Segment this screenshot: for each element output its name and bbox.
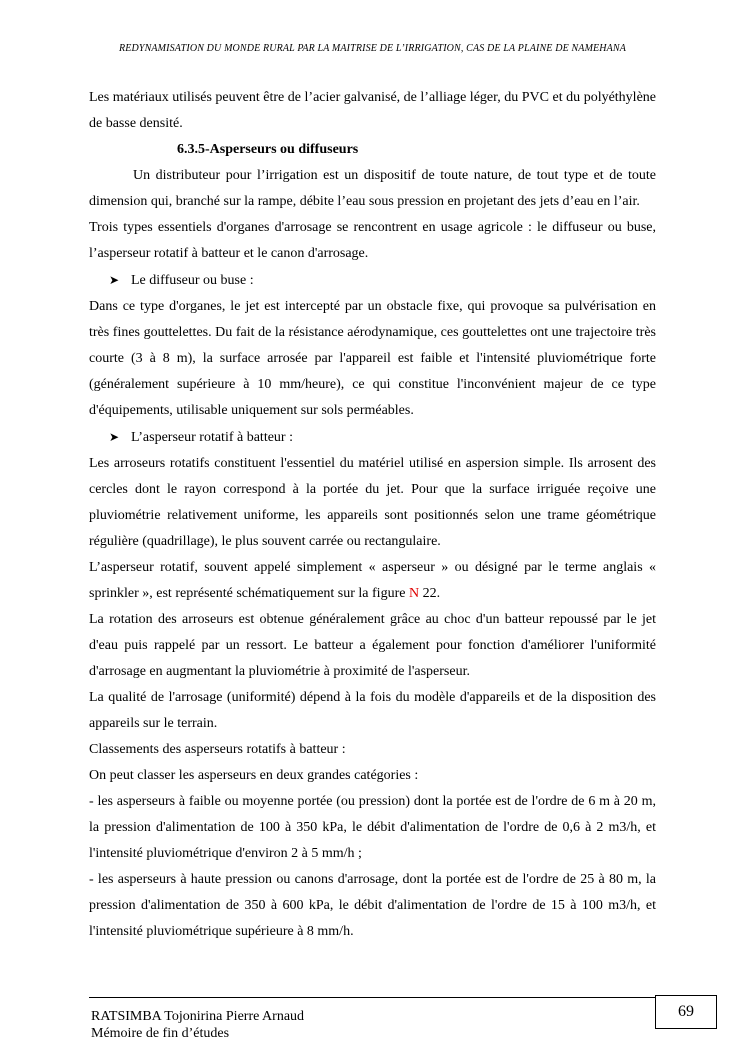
arrow-bullet-icon: ➤ [109,273,120,287]
bullet-rotary-sprinkler-label: L’asperseur rotatif à batteur : [131,430,293,445]
paragraph-classification-title: Classements des asperseurs rotatifs à batteur : [89,742,346,757]
sprinkler-figure-text: L’asperseur rotatif, souvent appelé simplement « asperseur » ou désigné par le terme anglais « sprinkler », est représenté schématiquement sur la figure [89,560,656,601]
paragraph-distributor-definition: Un distributeur pour l’irrigation est un dispositif de toute nature, de tout type et de toute dimension qui, branché sur la rampe, débite l’eau sous pression en projetant des jets d’eau en l’air. [89,168,656,209]
bullet-diffuser [89,267,656,294]
footer [91,1008,304,1042]
paragraph-high-pressure: - les asperseurs à haute pression ou canons d'arrosage, dont la portée est de l'ordre de 25 à 80 m, la pression d'alimentation de 350 à 600 kPa, le débit d'alimentation de l'ordre de 15 à 100 m3/h, et l'intensité pluviométrique supérieure à 8 mm/h. [89,872,656,939]
paragraph-rotation: La rotation des arroseurs est obtenue généralement grâce au choc d'un batteur repoussé par le jet d'eau puis rappelé par un ressort. Le batteur a également pour fonction d'améliorer l'uniformité d'arrosage en augmentant la pluviométrie à proximité de l'asperseur. [89,612,656,679]
body-text [89,85,656,945]
footer-author: RATSIMBA Tojonirina Pierre Arnaud [91,1009,305,1024]
footer-divider [89,997,656,998]
paragraph-materials: Les matériaux utilisés peuvent être de l’acier galvanisé, de l’alliage léger, du PVC et du polyéthylène de basse densité. [89,90,656,131]
paragraph-two-categories: On peut classer les asperseurs en deux grandes catégories : [89,768,419,783]
paragraph-diffuser: Dans ce type d'organes, le jet est intercepté par un obstacle fixe, qui provoque sa pulvérisation en très fines gouttelettes. Du fait de la résistance aérodynamique, ces gouttelettes ont une trajectoire très courte (3 à 8 m), la surface arrosée par l'appareil est faible et l'intensité pluviométrique forte (généralement supérieure à 10 mm/heure), ce qui constitue l'inconvénient majeur de ce type d'équipements, utilisable uniquement sur sols perméables. [89,299,656,418]
figure-reference: N [408,586,420,601]
paragraph-sprinkler-figure [89,555,656,607]
paragraph-low-pressure: - les asperseurs à faible ou moyenne portée (ou pression) dont la portée est de l'ordre de 6 m à 20 m, la pression d'alimentation de 100 à 350 kPa, le débit d'alimentation de l'ordre de 0,6 à 2 m3/h, et l'intensité pluviométrique d'environ 2 à 5 mm/h ; [89,794,656,861]
running-header: REDYNAMISATION DU MONDE RURAL PAR LA MAITRISE DE L’IRRIGATION, CAS DE LA PLAINE DE NAMEHANA [118,43,627,54]
section-heading: 6.3.5-Asperseurs ou diffuseurs [177,142,359,157]
paragraph-rotary-sprinklers: Les arroseurs rotatifs constituent l'essentiel du matériel utilisé en aspersion simple. Ils arrosent des cercles dont le rayon correspond à la portée du jet. Pour que la surface irriguée reçoive une pluviométrie relativement uniforme, les appareils sont positionnés selon une trame géométrique régulière (quadrillage), le plus souvent carrée ou rectangulaire. [89,456,656,549]
page-number-box [655,995,717,1029]
bullet-rotary-sprinkler [89,424,656,451]
page-number: 69 [678,1003,694,1020]
bullet-diffuser-label: Le diffuseur ou buse : [131,273,254,288]
paragraph-quality: La qualité de l'arrosage (uniformité) dépend à la fois du modèle d'appareils et de la disposition des appareils sur le terrain. [89,690,656,731]
footer-subtitle: Mémoire de fin d’études [91,1026,230,1041]
paragraph-three-types: Trois types essentiels d'organes d'arrosage se rencontrent en usage agricole : le diffuseur ou buse, l’asperseur rotatif à batteur et le canon d'arrosage. [89,220,656,261]
figure-number-text: 22. [419,586,441,601]
arrow-bullet-icon: ➤ [109,430,120,444]
